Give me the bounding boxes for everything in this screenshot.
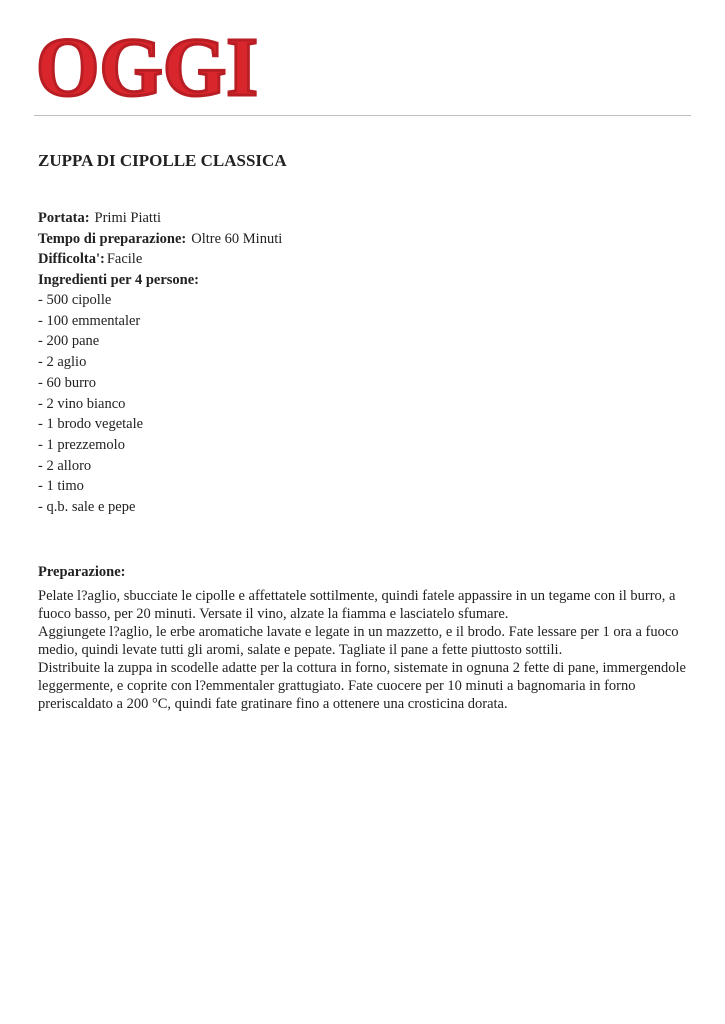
- ingredient-item: - 60 burro: [38, 374, 96, 391]
- ingredients-list: [38, 290, 143, 518]
- ingredient-item: - 2 aglio: [38, 354, 87, 371]
- prep-step: Distribuite la zuppa in scodelle adatte per la cottura in forno, sistemate in ognuna 2 fette di pane, immergendole leggermente, e coprite con l?emmentaler grattugiato. Fate cuocere per 10 minuti a bagnomaria in forno preriscaldato a 200 °C, quindi fate gratinare fino a ottenere una crosticina dorata.: [38, 660, 686, 712]
- difficolta-value: Facile: [106, 251, 143, 268]
- ingredient-item: - 2 vino bianco: [38, 395, 126, 412]
- ingredient-item: - q.b. sale e pepe: [38, 499, 136, 516]
- logo-wordmark: OGGI: [36, 30, 258, 102]
- portata-value: Primi Piatti: [94, 210, 161, 226]
- ingredient-item: - 1 brodo vegetale: [38, 416, 144, 433]
- recipe-title: ZUPPA DI CIPOLLE CLASSICA: [38, 151, 287, 170]
- ingredient-item: - 500 cipolle: [38, 292, 112, 308]
- portata-row: [38, 208, 688, 229]
- ingredienti-label: Ingredienti per 4 persone:: [38, 272, 199, 289]
- difficolta-row: [38, 249, 688, 270]
- tempo-value: Oltre 60 Minuti: [191, 230, 283, 247]
- tempo-row: [38, 229, 688, 250]
- ingredient-item: - 1 prezzemolo: [38, 436, 125, 453]
- ingredient-item: - 100 emmentaler: [38, 312, 141, 329]
- oggi-logo: [36, 30, 260, 102]
- header-divider: [34, 115, 691, 116]
- prep-step: Pelate l?aglio, sbucciate le cipolle e affettatele sottilmente, quindi fatele appassire in un tegame con il burro, a fuoco basso, per 20 minuti. Versate il vino, alzate la fiamma e lasciatelo sfumare.: [38, 588, 676, 622]
- ingredient-item: - 2 alloro: [38, 457, 92, 474]
- prep-step: Aggiungete l?aglio, le erbe aromatiche lavate e legate in un mazzetto, e il brodo. Fate lessare per 1 ora a fuoco medio, quindi levate tutti gli aromi, salate e pepate. Tagliate il pane a fette piuttosto sottili.: [38, 624, 679, 658]
- tempo-label: Tempo di preparazione:: [38, 230, 187, 247]
- preparazione-body: [38, 587, 698, 713]
- ingredient-item: - 200 pane: [38, 333, 100, 350]
- recipe-meta: [38, 208, 688, 291]
- ingredienti-row: [38, 270, 688, 291]
- difficolta-label: Difficolta':: [38, 251, 105, 268]
- preparazione-heading: Preparazione:: [38, 564, 126, 580]
- ingredient-item: - 1 timo: [38, 478, 84, 495]
- portata-label: Portata:: [38, 210, 90, 226]
